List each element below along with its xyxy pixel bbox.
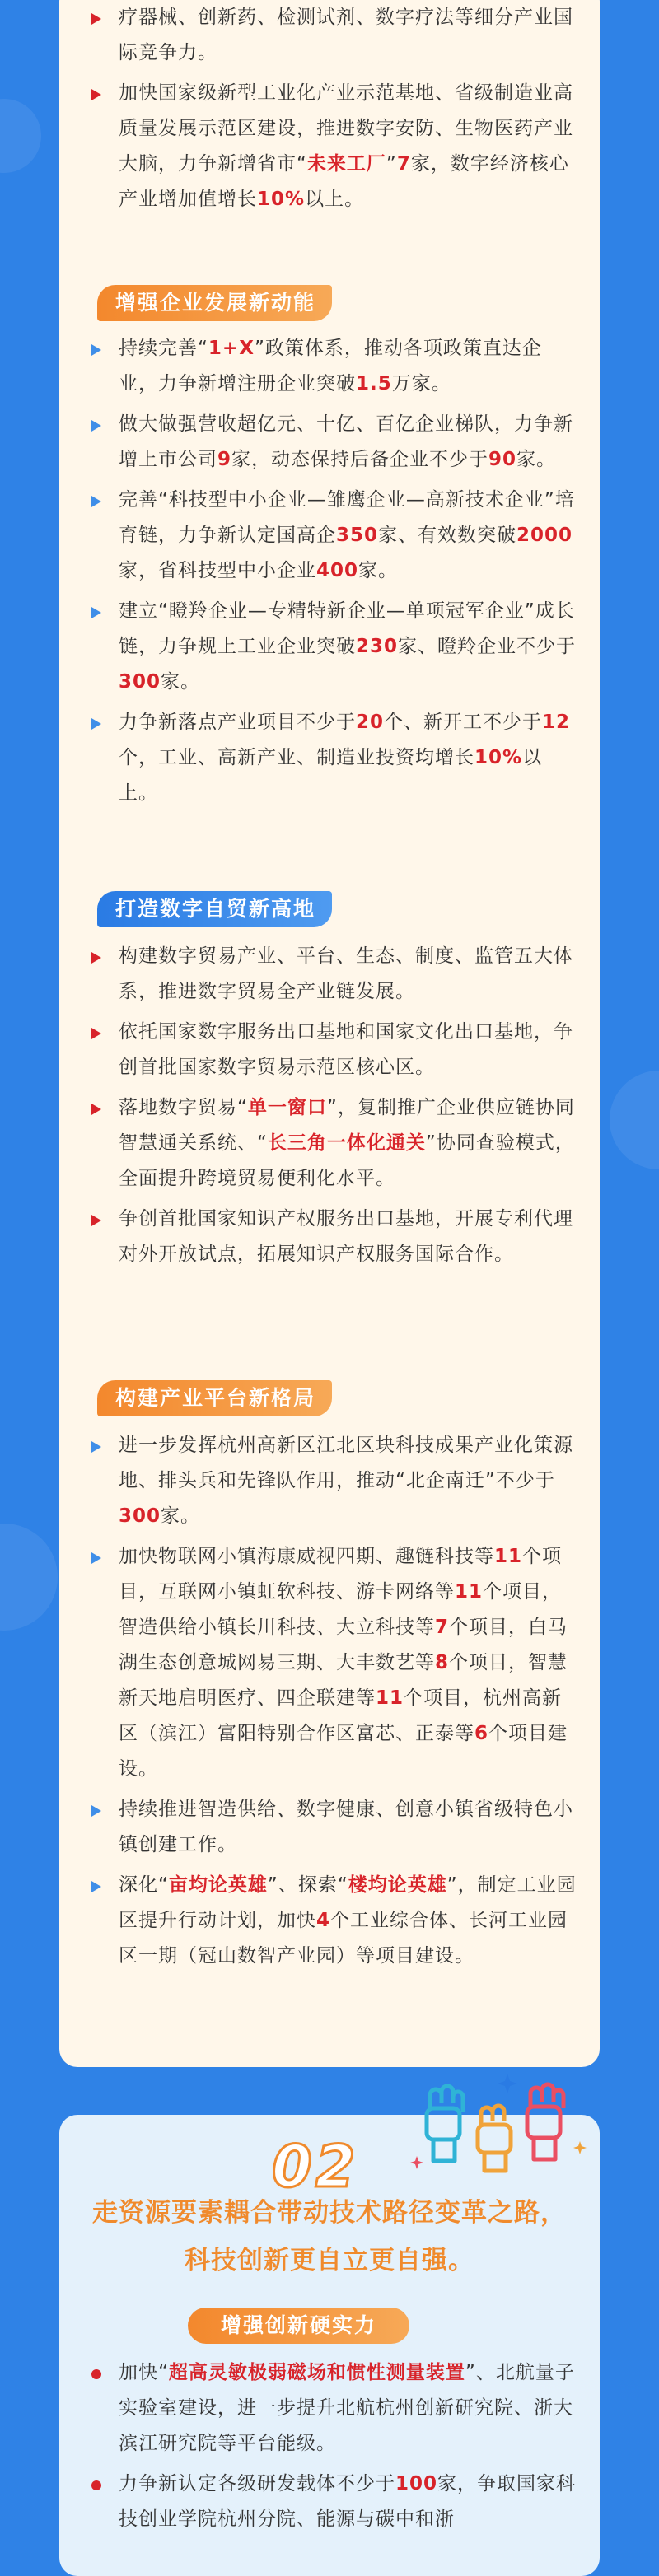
highlight-text: 10%	[474, 747, 523, 768]
highlight-text: 8	[435, 1652, 450, 1673]
list-item-text	[119, 331, 577, 402]
text-run: 个工业综合体、长河工业园区一期（冠山数智产业园）等项目建设。	[119, 1910, 568, 1967]
text-run: 个项目，智慧新天地启明医疗、四企联建等	[119, 1652, 568, 1709]
highlight-text: 20	[356, 712, 385, 733]
text-run: 加快国家级新型工业化产业示范基地、省级制造业高质量发展示范区建设，推进数字安防、生物医药产业大脑，力争新增省市“	[119, 82, 573, 175]
highlight-text: 亩均论英雄	[168, 1874, 268, 1896]
text-run: 以上。	[305, 189, 365, 210]
text-run: 个、新开工不少于	[384, 712, 543, 733]
highlight-text: 11	[494, 1546, 523, 1567]
list-item-text	[119, 407, 577, 478]
text-run: 落地数字贸易“	[119, 1097, 248, 1118]
list-item	[91, 2355, 577, 2462]
text-run: 个项目，互联网小镇虹软科技、游卡网络等	[119, 1546, 563, 1603]
highlight-text: 230	[356, 636, 399, 657]
platform-list	[91, 1428, 577, 1979]
list-item-text	[119, 1015, 577, 1085]
list-item	[91, 1202, 577, 1272]
text-run: 个项目，杭州高新区（滨江）富阳特别合作区富芯、正泰等	[119, 1687, 563, 1744]
list-item	[91, 594, 577, 700]
list-item-text	[119, 705, 577, 811]
section-title-platform: 构建产业平台新格局	[97, 1380, 332, 1416]
list-item-text	[119, 483, 577, 589]
section-two-heading-line2: 科技创新更自立更自强。	[185, 2246, 474, 2275]
text-run: ”协同查验模式，全面提升跨境贸易便利化水平。	[119, 1132, 575, 1189]
list-item-text	[119, 1202, 577, 1272]
list-item	[91, 1090, 577, 1197]
text-run: 个项目建设。	[119, 1723, 568, 1780]
triangle-bullet-icon	[91, 495, 104, 513]
list-item	[91, 1428, 577, 1534]
text-run: 万家。	[391, 373, 451, 394]
highlight-text: 未来工厂	[306, 153, 386, 175]
triangle-bullet-icon	[91, 419, 104, 437]
highlight-text: 100	[395, 2473, 438, 2494]
text-run: 家。	[161, 1505, 201, 1527]
highlight-text: 11	[376, 1687, 404, 1709]
triangle-bullet-icon	[91, 88, 104, 106]
triangle-bullet-icon	[91, 343, 104, 362]
list-item-text	[119, 2355, 577, 2462]
text-run: ”，制定工业园区提升行动计划，加快	[119, 1874, 577, 1931]
text-run: 完善“科技型中小企业—雏鹰企业—高新技术企业”培育链，力争新认定国高企	[119, 489, 575, 546]
highlight-text: 12	[542, 712, 571, 733]
list-item	[91, 2466, 577, 2537]
list-item-text	[119, 1428, 577, 1534]
list-item	[91, 331, 577, 402]
text-run: 家，动态保持后备企业不少于	[231, 449, 489, 470]
triangle-bullet-icon	[91, 606, 104, 624]
highlight-text: 4	[316, 1910, 331, 1931]
list-item-text	[119, 1539, 577, 1787]
text-run: 疗器械、创新药、检测试剂、数字疗法等细分产业国际竞争力。	[119, 7, 573, 63]
triangle-bullet-icon	[91, 1440, 104, 1458]
list-item-text	[119, 0, 577, 71]
text-run: 力争新落点产业项目不少于	[119, 712, 356, 733]
text-run: 建立“瞪羚企业—专精特新企业—单项冠军企业”成长链，力争规上工业企业突破	[119, 600, 575, 657]
list-item-text	[119, 594, 577, 700]
raised-fists-icon	[409, 2059, 598, 2174]
intro-list	[91, 0, 577, 222]
text-run: 个项目，智造供给小镇长川科技、大立科技等	[119, 1581, 563, 1638]
text-run: ”、探索“	[267, 1874, 348, 1896]
highlight-text: 6	[474, 1723, 489, 1744]
digital-list	[91, 939, 577, 1277]
triangle-bullet-icon	[91, 1804, 104, 1822]
highlight-text: 350	[336, 525, 379, 546]
list-item	[91, 939, 577, 1010]
triangle-bullet-icon	[91, 717, 104, 735]
triangle-bullet-icon	[91, 1103, 104, 1121]
text-run: ”、北航量子实验室建设，进一步提升北航杭州创新研究院、浙大滨江研究院等平台能级。	[119, 2362, 575, 2454]
text-run: 家，争取国家科技创业学院杭州分院、能源与碳中和浙	[119, 2473, 577, 2530]
list-item-text	[119, 1090, 577, 1197]
text-run: 加快“	[119, 2362, 169, 2383]
text-run: ”	[386, 153, 397, 175]
highlight-text: 7	[396, 153, 411, 175]
list-item	[91, 1868, 577, 1974]
text-run: 持续推进智造供给、数字健康、创意小镇省级特色小镇创建工作。	[119, 1799, 573, 1855]
section-two-heading-line1: 走资源要素耦合带动技术路径变革之路，	[92, 2198, 567, 2228]
highlight-text: 单一窗口	[247, 1097, 327, 1118]
text-run: ”，复制推广企业供应链协同智慧通关系统、“	[119, 1097, 575, 1154]
highlight-text: 10%	[257, 189, 306, 210]
triangle-bullet-icon	[91, 1027, 104, 1045]
list-item	[91, 1792, 577, 1863]
highlight-text: 9	[217, 449, 232, 470]
text-run: 进一步发挥杭州高新区江北区块科技成果产业化策源地、排头兵和先锋队作用，推动“北企南迁”不少于	[119, 1435, 573, 1491]
section-title-innovation: 增强创新硬实力	[188, 2308, 409, 2344]
text-run: 家。	[358, 560, 399, 581]
list-item	[91, 1539, 577, 1787]
list-item-text	[119, 1868, 577, 1974]
highlight-text: 长三角一体化通关	[267, 1132, 426, 1154]
triangle-bullet-icon	[91, 1214, 104, 1232]
text-run: 持续完善“	[119, 338, 208, 359]
text-run: 家、瞪羚企业不少于	[398, 636, 577, 657]
triangle-bullet-icon	[91, 12, 104, 30]
text-run: 家。	[516, 449, 557, 470]
text-run: 加快物联网小镇海康威视四期、趣链科技等	[119, 1546, 494, 1567]
highlight-text: 400	[316, 560, 359, 581]
triangle-bullet-icon	[91, 951, 104, 969]
section-number: 02	[272, 2133, 359, 2200]
text-run: 个项目，白马湖生态创意城网易三期、大丰数艺等	[119, 1617, 568, 1673]
list-item	[91, 1015, 577, 1085]
text-run: 家、有效数突破	[378, 525, 517, 546]
triangle-bullet-icon	[91, 1880, 104, 1898]
text-run: 力争新认定各级研发载体不少于	[119, 2473, 395, 2494]
text-run: 以上。	[119, 747, 543, 804]
list-item	[91, 705, 577, 811]
highlight-text: 300	[119, 1505, 161, 1527]
highlight-text: 1+X	[208, 338, 255, 359]
section-title-enterprise: 增强企业发展新动能	[97, 285, 332, 321]
highlight-text: 2000	[516, 525, 573, 546]
text-run: 深化“	[119, 1874, 169, 1896]
text-run: 依托国家数字服务出口基地和国家文化出口基地，争创首批国家数字贸易示范区核心区。	[119, 1021, 573, 1078]
text-run: 做大做强营收超亿元、十亿、百亿企业梯队，力争新增上市公司	[119, 413, 573, 470]
list-item-text	[119, 1792, 577, 1863]
section-title-digital: 打造数字自贸新高地	[97, 891, 332, 927]
text-run: 构建数字贸易产业、平台、生态、制度、监管五大体系，推进数字贸易全产业链发展。	[119, 945, 573, 1002]
text-run: 家。	[161, 671, 201, 693]
highlight-text: 7	[435, 1617, 450, 1638]
text-run: 家，数字经济核心产业增加值增长	[119, 153, 569, 210]
circle-bullet-icon	[91, 2368, 104, 2386]
list-item-text	[119, 939, 577, 1010]
list-item	[91, 407, 577, 478]
highlight-text: 300	[119, 671, 161, 693]
highlight-text: 90	[488, 449, 517, 470]
text-run: 争创首批国家知识产权服务出口基地，开展专利代理对外开放试点，拓展知识产权服务国际合作。	[119, 1208, 573, 1265]
highlight-text: 超高灵敏极弱磁场和惯性测量装置	[168, 2362, 465, 2383]
enterprise-list	[91, 331, 577, 816]
innovation-list	[91, 2355, 577, 2542]
circle-bullet-icon	[91, 2479, 104, 2497]
text-run: 家，省科技型中小企业	[119, 560, 316, 581]
text-run: ”政策体系，推动各项政策直达企业，力争新增注册企业突破	[119, 338, 542, 394]
list-item-text	[119, 76, 577, 217]
sparkle-icon	[498, 2074, 517, 2093]
list-item	[91, 0, 577, 71]
list-item-text	[119, 2466, 577, 2537]
highlight-text: 楼均论英雄	[348, 1874, 447, 1896]
highlight-text: 11	[455, 1581, 484, 1603]
text-run: 个，工业、高新产业、制造业投资均增长	[119, 747, 474, 768]
highlight-text: 1.5	[356, 373, 392, 394]
list-item	[91, 76, 577, 217]
list-item	[91, 483, 577, 589]
triangle-bullet-icon	[91, 1552, 104, 1570]
